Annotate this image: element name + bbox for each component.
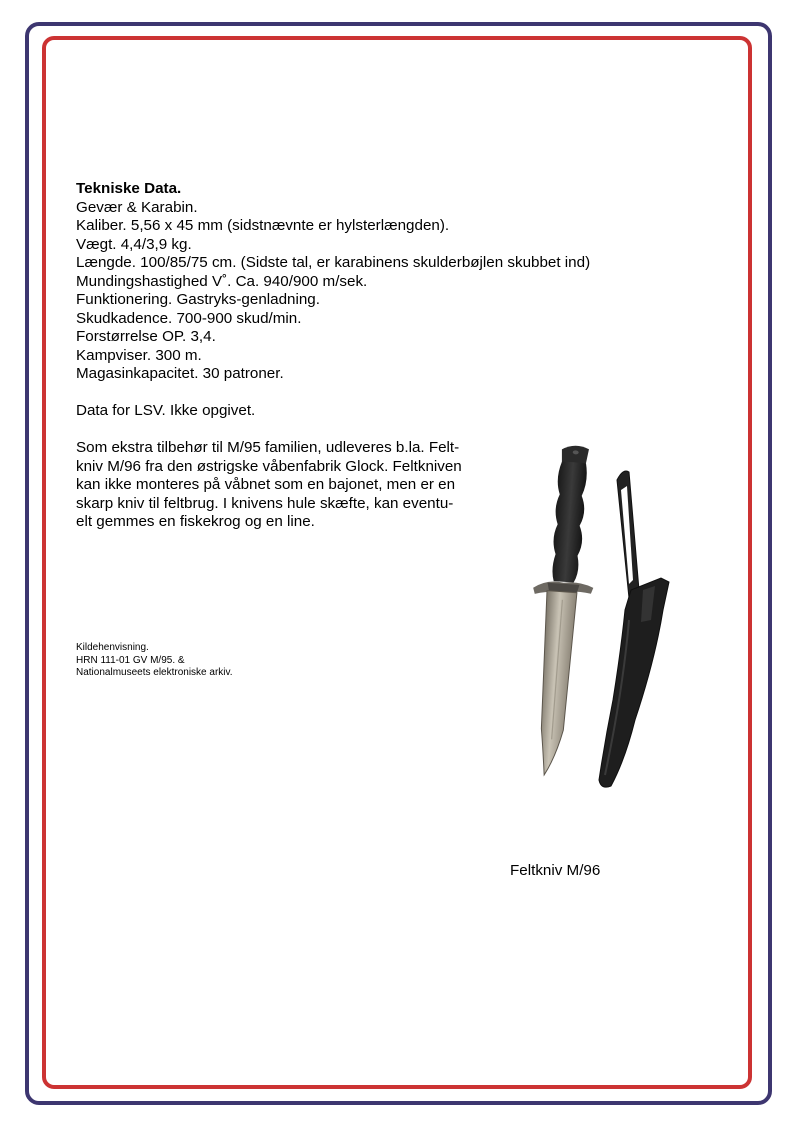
- spec-line: Magasinkapacitet. 30 patroner.: [76, 365, 284, 382]
- spec-line: Gevær & Karabin.: [76, 198, 198, 216]
- spec-line: Længde. 100/85/75 cm. (Sidste tal, er karabinens skulderbøjlen skubbet ind): [76, 254, 591, 271]
- source-references: [76, 642, 233, 680]
- sources-label: Kildehenvisning.: [76, 642, 149, 653]
- description-line: Som ekstra tilbehør til M/95 familien, udleveres b.la. Felt-: [76, 439, 460, 456]
- spec-line: Skudkadence. 700-900 skud/min.: [76, 309, 302, 327]
- lsv-note: Data for LSV. Ikke opgivet.: [76, 402, 256, 419]
- source-line: HRN 111-01 GV M/95. &: [76, 654, 185, 666]
- description-line: skarp kniv til feltbrug. I knivens hule skæfte, kan eventu-: [76, 494, 454, 512]
- description-line: elt gemmes en fiskekrog og en line.: [76, 513, 315, 530]
- spec-line: Kaliber. 5,56 x 45 mm (sidstnævnte er hylsterlængden).: [76, 217, 450, 234]
- description-line: kan ikke monteres på våbnet som en bajonet, men er en: [76, 476, 456, 493]
- field-knife-image: [505, 440, 685, 800]
- spec-line: Mundingshastighed V˚. Ca. 940/900 m/sek.: [76, 272, 368, 290]
- section-heading: Tekniske Data.: [76, 180, 182, 197]
- spec-line: Kampviser. 300 m.: [76, 346, 202, 364]
- accessory-description: [76, 439, 496, 532]
- knife: [520, 443, 603, 777]
- knife-handle: [551, 461, 588, 583]
- knife-sheath: [599, 471, 669, 787]
- source-line: Nationalmuseets elektroniske arkiv.: [76, 667, 233, 678]
- spec-line: Vægt. 4,4/3,9 kg.: [76, 235, 192, 253]
- spec-line: Forstørrelse OP. 3,4.: [76, 328, 216, 345]
- spec-line: Funktionering. Gastryks-genladning.: [76, 291, 320, 308]
- description-line: kniv M/96 fra den østrigske våbenfabrik Glock. Feltkniven: [76, 457, 462, 475]
- figure-caption: Feltkniv M/96: [510, 862, 601, 879]
